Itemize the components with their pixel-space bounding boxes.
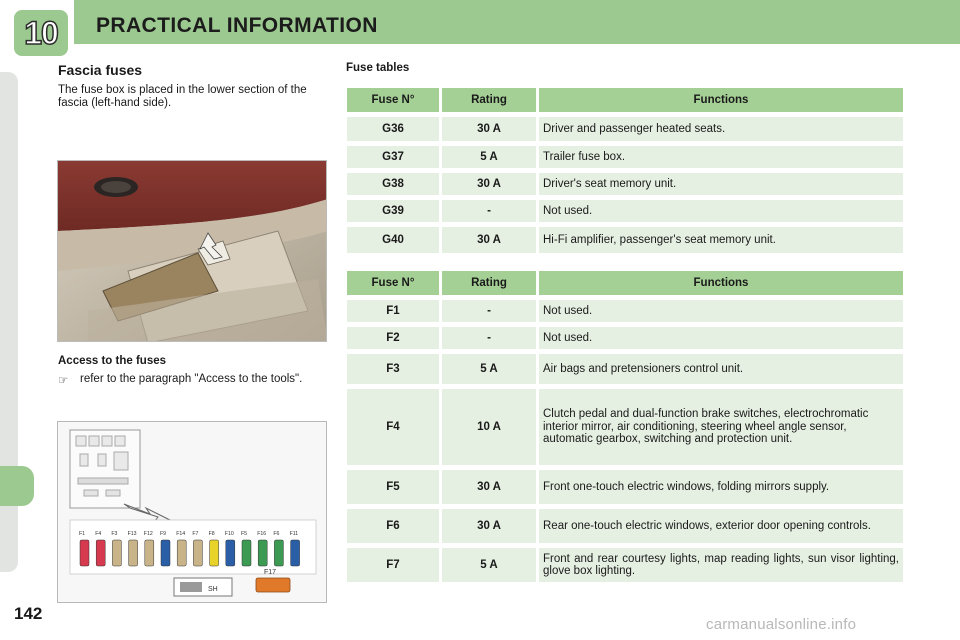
fuse-table-f — [344, 266, 906, 587]
fuse-slot-label: F11 — [289, 531, 299, 537]
fuse-slot — [258, 540, 267, 566]
rating-cell: 30 A — [442, 470, 536, 504]
rating-cell: 5 A — [442, 146, 536, 168]
rating-cell: - — [442, 300, 536, 322]
fuse-number-cell: F3 — [347, 354, 439, 384]
fuse-box-diagram-illustration — [58, 422, 326, 602]
fuse-number-cell: G40 — [347, 227, 439, 253]
fuse-slot-label: F6 — [273, 531, 280, 537]
table-row — [347, 117, 903, 141]
fuse-number-cell: F1 — [347, 300, 439, 322]
table-row — [347, 146, 903, 168]
fuse-slot — [274, 540, 283, 566]
diagram-small-label: SH — [208, 586, 218, 593]
fuse-number-cell: F5 — [347, 470, 439, 504]
fuse-slot — [112, 540, 121, 566]
fuse-number-cell: G38 — [347, 173, 439, 195]
fuse-number-cell: F4 — [347, 389, 439, 465]
table-row — [347, 200, 903, 222]
page-title: PRACTICAL INFORMATION — [96, 14, 378, 37]
fuse-tables-heading: Fuse tables — [346, 62, 410, 74]
table-row — [347, 548, 903, 582]
fuse-slot-label: F10 — [224, 531, 234, 537]
table-row — [347, 300, 903, 322]
watermark: carmanualsonline.info — [706, 616, 857, 633]
fuse-box-photo — [57, 160, 327, 342]
function-cell: Not used. — [539, 200, 903, 222]
function-cell: Not used. — [539, 300, 903, 322]
table-header-row — [347, 271, 903, 295]
fuse-number-cell: G36 — [347, 117, 439, 141]
fuse-slot — [80, 540, 89, 566]
fuse-slot — [291, 540, 300, 566]
fuse-number-cell: F6 — [347, 509, 439, 543]
fuse-number-cell: F7 — [347, 548, 439, 582]
fuse-slot — [145, 540, 154, 566]
table-row — [347, 509, 903, 543]
fuse-box-diagram — [57, 421, 327, 603]
fuse-slot-label: F13 — [127, 531, 137, 537]
fuse-slot-label: F5 — [241, 531, 248, 537]
header-functions: Functions — [539, 271, 903, 295]
fuse-slot-label: F12 — [143, 531, 153, 537]
rating-cell: 30 A — [442, 173, 536, 195]
table-header-row — [347, 88, 903, 112]
chapter-tab — [0, 466, 34, 506]
function-cell: Trailer fuse box. — [539, 146, 903, 168]
fuse-table-g — [344, 83, 906, 258]
rating-cell: 30 A — [442, 227, 536, 253]
fuse-slot-label: F7 — [192, 531, 199, 537]
rating-cell: 10 A — [442, 389, 536, 465]
header-fuse-number: Fuse N° — [347, 88, 439, 112]
diagram-spare-label: F17 — [264, 569, 277, 576]
table-row — [347, 227, 903, 253]
header-fuse-number: Fuse N° — [347, 271, 439, 295]
chapter-badge: 10 — [14, 10, 68, 56]
function-cell: Front one-touch electric windows, folding mirrors supply. — [539, 470, 903, 504]
rating-cell: 5 A — [442, 548, 536, 582]
table-row — [347, 173, 903, 195]
fuse-slot-label: F9 — [160, 531, 167, 537]
table-row — [347, 470, 903, 504]
function-cell: Not used. — [539, 327, 903, 349]
rating-cell: - — [442, 327, 536, 349]
fuse-slot — [177, 540, 186, 566]
fuse-slot-label: F8 — [208, 531, 215, 537]
fuse-box-photo-illustration — [58, 161, 327, 342]
fuse-slot-label: F16 — [257, 531, 267, 537]
function-cell: Air bags and pretensioners control unit. — [539, 354, 903, 384]
fuse-slot — [226, 540, 235, 566]
fuse-number-cell: G37 — [347, 146, 439, 168]
rating-cell: 30 A — [442, 117, 536, 141]
function-cell: Hi-Fi amplifier, passenger's seat memory unit. — [539, 227, 903, 253]
fuse-number-cell: F2 — [347, 327, 439, 349]
page-number: 142 — [14, 604, 43, 623]
table-row — [347, 327, 903, 349]
function-cell: Driver's seat memory unit. — [539, 173, 903, 195]
fuse-slot — [161, 540, 170, 566]
rating-cell: - — [442, 200, 536, 222]
fuse-slot — [210, 540, 219, 566]
rating-cell: 30 A — [442, 509, 536, 543]
access-instructions: refer to the paragraph "Access to the tools". — [80, 373, 303, 385]
header-rating: Rating — [442, 88, 536, 112]
fuse-slot-label: F14 — [176, 531, 186, 537]
fuse-slot — [96, 540, 105, 566]
fascia-fuses-heading: Fascia fuses — [58, 62, 143, 78]
fuse-number-cell: G39 — [347, 200, 439, 222]
fuse-slot — [193, 540, 202, 566]
fuse-slot-label: F4 — [95, 531, 102, 537]
fuse-slot — [129, 540, 138, 566]
fascia-fuses-intro: The fuse box is placed in the lower section of the fascia (left-hand side). — [58, 84, 307, 109]
function-cell: Clutch pedal and dual-function brake switches, electrochromatic interior mirror, air conditioning, steering wheel angle sensor, automatic gearbox, switching and protection unit. — [539, 389, 903, 465]
access-heading: Access to the fuses — [58, 355, 167, 367]
spare-fuse-f17 — [256, 578, 290, 592]
fuse-slot-label: F3 — [111, 531, 118, 537]
function-cell: Rear one-touch electric windows, exterior door opening controls. — [539, 509, 903, 543]
function-cell: Front and rear courtesy lights, map reading lights, sun visor lighting, glove box lighting. — [539, 548, 903, 582]
header-rating: Rating — [442, 271, 536, 295]
pointing-hand-icon: ☞ — [58, 375, 69, 387]
function-cell: Driver and passenger heated seats. — [539, 117, 903, 141]
header-functions: Functions — [539, 88, 903, 112]
table-row — [347, 389, 903, 465]
fuse-slot — [242, 540, 251, 566]
rating-cell: 5 A — [442, 354, 536, 384]
table-row — [347, 354, 903, 384]
fuse-slot-label: F1 — [79, 531, 86, 537]
